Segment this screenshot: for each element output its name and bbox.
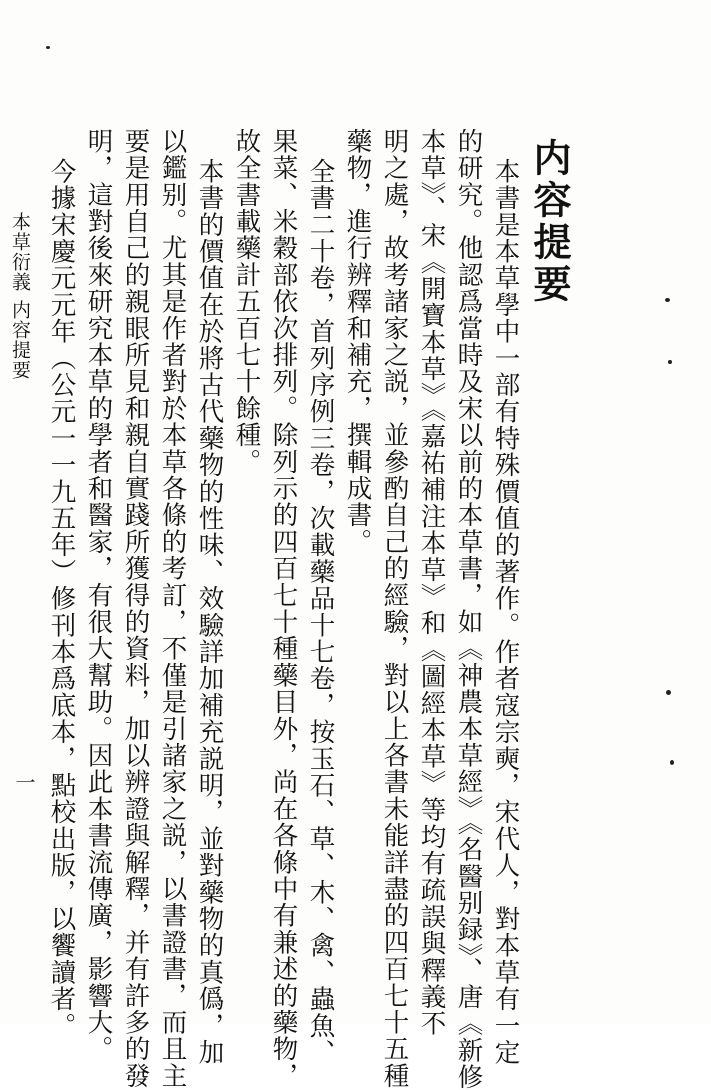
paragraph-3-line-2: 以鑑别。尤其是作者對於本草各條的考訂，不僅是引諸家之説，以書證書，而且主 <box>157 128 188 1090</box>
running-head-section: 内容提要 <box>9 300 31 380</box>
paragraph-1-line-2: 的研究。他認爲當時及宋以前的本草書，如《神農本草經》《名醫别録》、唐《新修 <box>453 128 484 1090</box>
paragraph-1-line-1: 本書是本草學中一部有特殊價值的著作。作者寇宗奭，宋代人，對本草有一定 <box>490 158 521 1066</box>
running-head-book: 本草衍義 <box>9 212 31 292</box>
paragraph-4-line-1: 今據宋慶元元年（公元一一九五年）修刊本爲底本，點校出版，以饗讀者。 <box>46 158 77 1040</box>
paragraph-1-line-4: 明之處，故考諸家之説，並參酌自己的經驗，對以上各書未能詳盡的四百七十五種 <box>379 128 410 1090</box>
scan-speck <box>666 690 671 695</box>
paragraph-3-line-4: 明，這對後來研究本草的學者和醫家，有很大幫助。因此本書流傳廣，影響大。 <box>83 128 114 1063</box>
page-title: 内容提要 <box>527 138 572 306</box>
scan-speck <box>668 360 672 364</box>
scan-speck <box>665 298 670 302</box>
paragraph-1-line-5: 藥物，進行辨釋和補充，撰輯成書。 <box>342 128 373 556</box>
paragraph-3-line-1: 本書的價值在於將古代藥物的性味、效驗詳加補充説明，並對藥物的真僞，加 <box>194 158 225 1066</box>
paragraph-2-line-1: 全書二十卷，首列序例三卷，次載藥品十七卷，按玉石、草、木、禽、蟲魚、 <box>305 158 336 1066</box>
scan-speck <box>46 46 50 49</box>
paragraph-1-line-3: 本草》、宋《開寶本草》《嘉祐補注本草》和《圖經本草》等均有疏誤與釋義不 <box>416 128 447 1037</box>
paragraph-2-line-2: 果菜、米穀部依次排列。除列示的四百七十種藥目外，尚在各條中有兼述的藥物， <box>268 128 299 1090</box>
paragraph-3-line-3: 要是用自己的親眼所見和親自實踐所獲得的資料，加以辨證與解釋，并有許多的發 <box>120 128 151 1090</box>
scan-speck <box>670 760 674 765</box>
page-number: 一 <box>12 772 36 792</box>
paragraph-2-line-3: 故全書載藥計五百七十餘種。 <box>231 128 262 476</box>
